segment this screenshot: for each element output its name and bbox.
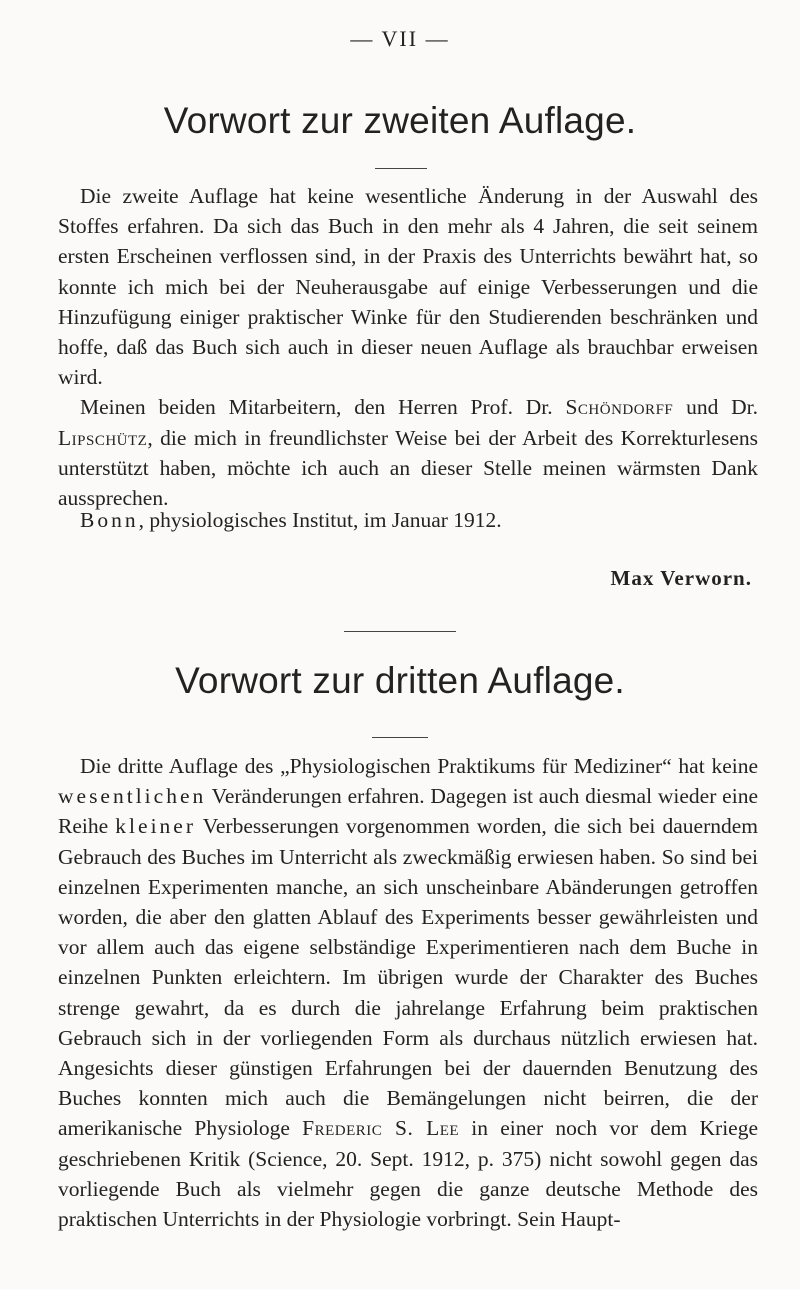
section-heading-third-edition: Vorwort zur dritten Auflage. bbox=[175, 660, 625, 701]
heading-rule bbox=[372, 737, 428, 738]
paragraph bbox=[58, 392, 758, 513]
text-run: Meinen beiden Mitarbeitern, den Herren Prof. Dr. bbox=[80, 395, 566, 420]
page-number: — VII — bbox=[350, 26, 450, 51]
emphasized-text: kleiner bbox=[115, 814, 196, 839]
person-name: Lipschütz bbox=[58, 425, 148, 450]
place-date-line bbox=[80, 508, 760, 533]
emphasized-text: wesentlichen bbox=[58, 784, 207, 809]
preface-third-edition-body bbox=[58, 751, 758, 1234]
text-run: , die mich in freundlichster Weise bei der Arbeit des Korrekturlesens unterstützt haben, möchte ich auch an dieser Stelle meinen wärmsten Dank aussprechen. bbox=[58, 425, 758, 511]
person-name: Schöndorff bbox=[565, 395, 674, 420]
heading-rule bbox=[375, 168, 427, 169]
person-name: Frederic S. Lee bbox=[302, 1116, 460, 1141]
text-run: Die dritte Auflage des „Physiologischen Praktikums für Mediziner“ hat keine bbox=[80, 754, 758, 778]
text-run: und Dr. bbox=[673, 395, 758, 420]
text-run: Veränderungen erfahren. Dagegen ist auch diesmal wieder eine Reihe bbox=[58, 784, 758, 839]
text-run: Verbesserungen vorgenommen worden, die sich bei dauerndem Gebrauch des Buches im Unterricht als zweckmäßig erwiesen haben. So sind bei einzelnen Experimenten manche, an sich unscheinbare Abänderungen getroffen worden, die aber den glatten Ablauf des Experiments besser gewährleisten und vor allem auch das eigene selbständige Experimentieren nach dem Buche in einzelnen Punkten erleichtern. Im übrigen wurde der Charakter des Buches strenge gewahrt, da es durch die jahrelange Erfahrung beim praktischen Gebrauch sich in der vorliegenden Form als durchaus nützlich erwiesen hat. Angesichts dieser günstigen Erfahrungen bei der dauernden Benutzung des Buches konnten mich auch die Bemängelungen nicht beirren, die der amerikanische Physiologe bbox=[58, 814, 758, 1141]
section-heading-second-edition: Vorwort zur zweiten Auflage. bbox=[163, 100, 637, 141]
author-signature: Max Verworn. bbox=[610, 566, 752, 590]
place-name: Bonn bbox=[80, 508, 139, 532]
preface-second-edition-body bbox=[58, 181, 758, 513]
paragraph bbox=[58, 751, 758, 1234]
place-date-text: , physiologisches Institut, im Januar 1912. bbox=[138, 508, 502, 532]
section-divider bbox=[344, 631, 456, 632]
text-run: in einer noch vor dem Kriege geschriebenen Kritik (Science, 20. Sept. 1912, p. 375) nicht sowohl gegen das vorliegende Buch als vielmehr gegen die ganze deutsche Methode des praktischen Unterrichts in der Physiologie vorbringt. Sein Haupt- bbox=[58, 1116, 758, 1232]
paragraph bbox=[58, 181, 758, 392]
text-run: Die zweite Auflage hat keine wesentliche Änderung in der Auswahl des Stoffes erfahren. Da sich das Buch in den mehr als 4 Jahren, die seit seinem ersten Erscheinen verflossen sind, in der Praxis des Unterrichts bewährt hat, so konnte ich mich bei der Neuherausgabe auf einige Verbesserungen und die Hinzufügung einiger praktischer Winke für den Studierenden beschränken und hoffe, daß das Buch sich auch in dieser neuen Auflage als brauchbar erweisen wird. bbox=[58, 184, 758, 390]
